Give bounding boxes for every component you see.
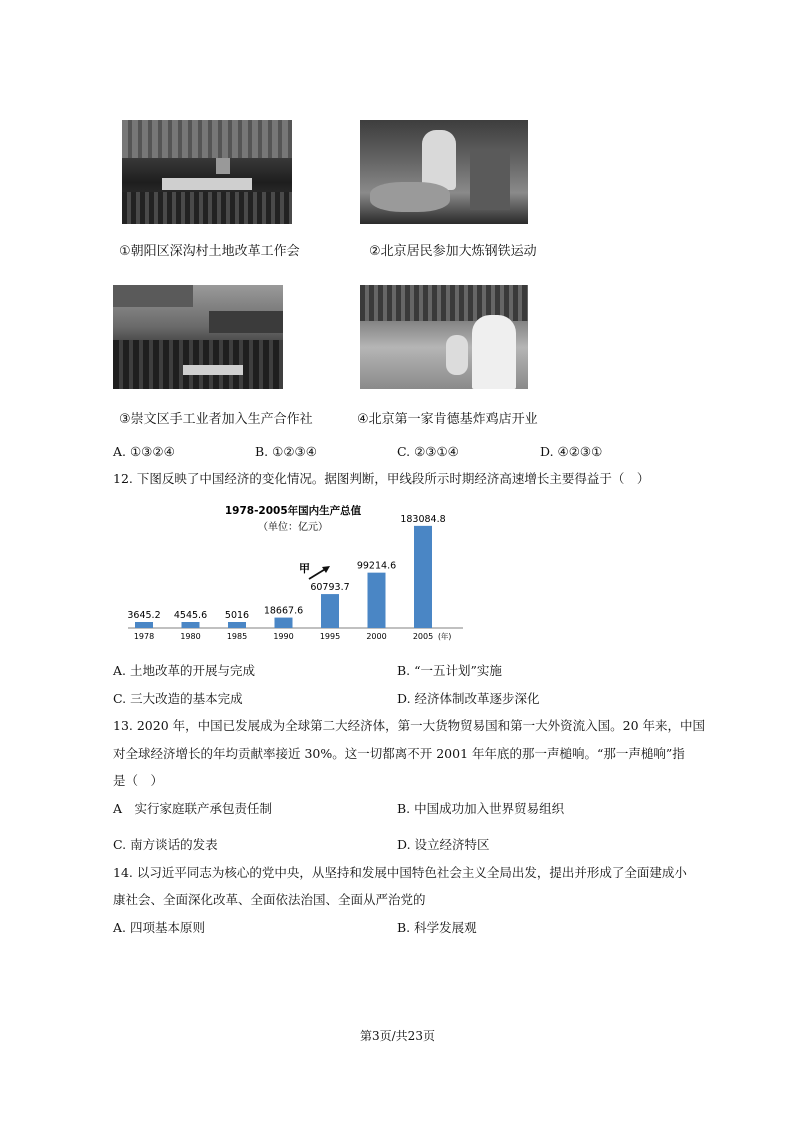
- chart-bar-2005: [414, 526, 432, 628]
- chart-tick-label-2005: 2005: [412, 632, 434, 641]
- q12-option-d: D. 经济体制改革逐步深化: [397, 691, 540, 706]
- chart-bar-1978: [135, 622, 153, 628]
- q13-option-c: C. 南方谈话的发表: [113, 837, 218, 852]
- q12-option-a: A. 土地改革的开展与完成: [113, 663, 255, 678]
- chart-title: 1978-2005年国内生产总值: [224, 505, 362, 517]
- chart-value-label-1995: 60793.7: [310, 582, 350, 594]
- chart-bar-1990: [275, 618, 293, 628]
- photo-caption-3: ③崇文区手工业者加入生产合作社: [119, 412, 313, 427]
- q13-option-d: D. 设立经济特区: [397, 837, 490, 852]
- q13-stem-line-2: 对全球经济增长的年均贡献率接近 30%。这一切都离不开 2001 年年底的那一声槌响。“那一声槌响”指: [113, 746, 685, 761]
- chart-tick-label-1985: 1985: [226, 632, 248, 641]
- chart-tick-label-2000: 2000: [366, 632, 387, 641]
- q11-option-a: A. ①③②④: [113, 444, 175, 459]
- chart-bar-1980: [182, 622, 200, 628]
- chart-value-label-1980: 4545.6: [173, 610, 208, 621]
- q12-option-c: C. 三大改造的基本完成: [113, 691, 243, 706]
- photo-steel-campaign: [360, 120, 528, 224]
- photo-kfc-opening: [360, 285, 528, 389]
- q11-option-d: D. ④②③①: [540, 444, 603, 459]
- chart-value-label-1985: 5016: [224, 610, 250, 621]
- chart-value-label-1990: 18667.6: [263, 605, 304, 617]
- q13-option-b: B. 中国成功加入世界贸易组织: [397, 801, 565, 816]
- photo-land-reform: [122, 120, 292, 224]
- page-number: 第3页/共23页: [360, 1029, 435, 1043]
- chart-tick-label-1995: 1995: [319, 632, 341, 641]
- q14-option-b: B. 科学发展观: [397, 920, 477, 935]
- q13-option-a: A 实行家庭联产承包责任制: [113, 801, 273, 816]
- chart-value-label-2005: 183084.8: [400, 513, 446, 525]
- chart-subtitle: （单位：亿元）: [258, 522, 328, 533]
- photo-caption-2: ②北京居民参加大炼钢铁运动: [369, 244, 537, 259]
- q11-option-b: B. ①②③④: [255, 444, 317, 459]
- chart-value-label-1978: 3645.2: [127, 610, 161, 621]
- chart-x-unit: (年): [438, 632, 452, 641]
- chart-value-label-2000: 99214.6: [356, 560, 397, 572]
- q14-stem-line-2: 康社会、全面深化改革、全面依法治国、全面从严治党的: [113, 892, 426, 907]
- chart-tick-label-1980: 1980: [180, 632, 201, 641]
- photo-caption-1: ①朝阳区深沟村土地改革工作会: [119, 244, 300, 259]
- chart-tick-label-1990: 1990: [273, 632, 294, 641]
- q12-option-b: B. “一五计划”实施: [397, 663, 502, 678]
- chart-annotation-jia: 甲: [299, 562, 310, 575]
- q13-stem-line-1: 13. 2020 年，中国已发展成为全球第二大经济体，第一大货物贸易国和第一大外资流入国。20 年来，中国: [113, 718, 706, 733]
- q14-stem-line-1: 14. 以习近平同志为核心的党中央，从坚持和发展中国特色社会主义全局出发，提出并形成了全面建成小: [113, 865, 687, 880]
- q14-option-a: A. 四项基本原则: [113, 920, 205, 935]
- chart-bar-1995: [321, 594, 339, 628]
- chart-tick-label-1978: 1978: [133, 632, 155, 641]
- photo-handicraft-cooperative: [113, 285, 283, 389]
- photo-caption-4: ④北京第一家肯德基炸鸡店开业: [357, 412, 538, 427]
- q11-option-c: C. ②③①④: [397, 444, 459, 459]
- chart-bar-1985: [228, 622, 246, 628]
- q13-stem-line-3: 是（ ）: [113, 773, 164, 788]
- chart-bar-2000: [368, 573, 386, 628]
- gdp-bar-chart: [118, 500, 468, 645]
- q12-stem: 12. 下图反映了中国经济的变化情况。据图判断，甲线段所示时期经济高速增长主要得益于（ ）: [113, 471, 650, 486]
